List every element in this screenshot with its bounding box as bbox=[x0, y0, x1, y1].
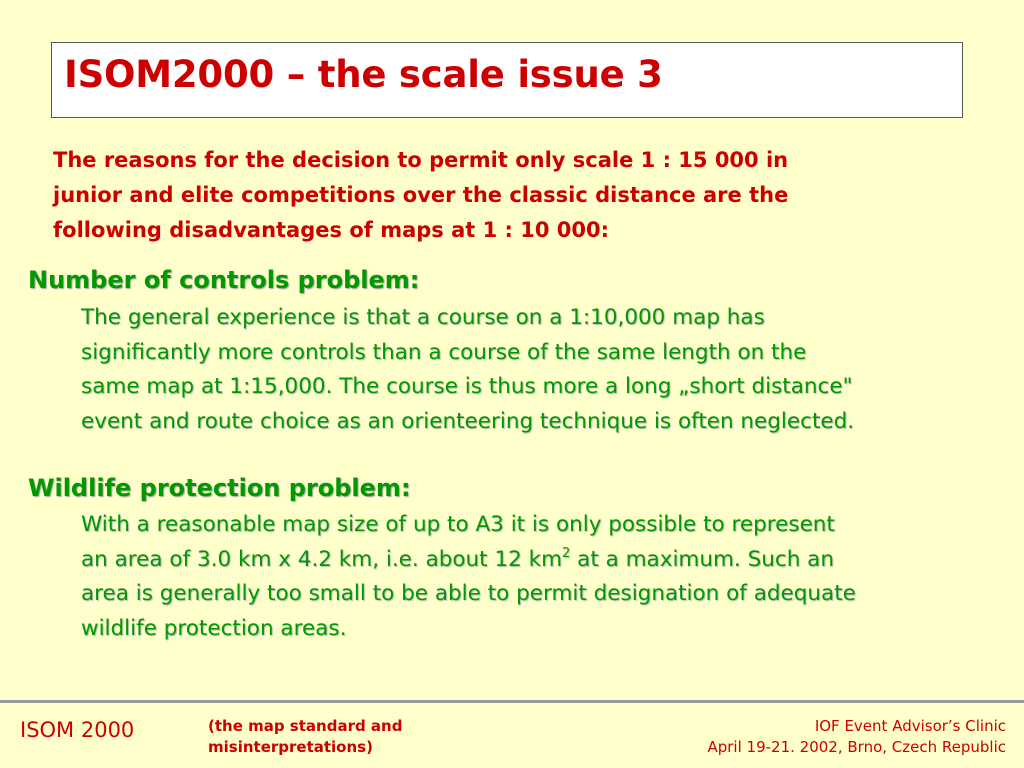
section-body-wildlife bbox=[81, 508, 1001, 646]
section-heading-controls: Number of controls problem: bbox=[28, 266, 420, 294]
section-heading-wildlife: Wildlife protection problem: bbox=[28, 474, 411, 502]
intro-line: junior and elite competitions over the classic distance are the bbox=[53, 183, 789, 207]
intro-paragraph bbox=[53, 143, 953, 248]
body-line-area bbox=[81, 543, 1001, 578]
body-line: significantly more controls than a course of the same length on the bbox=[81, 339, 807, 365]
footer-event-info bbox=[707, 716, 1006, 758]
footer-event-line: April 19-21. 2002, Brno, Czech Republic bbox=[707, 738, 1006, 756]
footer-event-line: IOF Event Advisor’s Clinic bbox=[814, 717, 1006, 735]
footer-subtitle-line: misinterpretations) bbox=[208, 738, 373, 756]
footer-brand: ISOM 2000 bbox=[20, 718, 135, 742]
body-line: With a reasonable map size of up to A3 it is only possible to represent bbox=[81, 512, 835, 537]
superscript: 2 bbox=[562, 545, 571, 561]
section-body-controls bbox=[81, 301, 1001, 439]
title-box bbox=[51, 42, 963, 118]
body-line: The general experience is that a course on a 1:10,000 map has bbox=[81, 305, 765, 330]
intro-line: following disadvantages of maps at 1 : 10 000: bbox=[53, 218, 610, 242]
intro-line: The reasons for the decision to permit only scale 1 : 15 000 in bbox=[53, 148, 789, 172]
body-line: same map at 1:15,000. The course is thus more a long „short distance" bbox=[81, 374, 853, 399]
footer-subtitle bbox=[208, 716, 402, 758]
footer-divider bbox=[0, 700, 1024, 703]
body-line: event and route choice as an orienteering technique is often neglected. bbox=[81, 408, 855, 434]
body-line: wildlife protection areas. bbox=[81, 615, 347, 641]
footer-subtitle-line: (the map standard and bbox=[208, 717, 403, 735]
body-text: at a maximum. Such an bbox=[570, 546, 834, 572]
body-line: area is generally too small to be able to permit designation of adequate bbox=[81, 581, 856, 606]
body-text: an area of 3.0 km x 4.2 km, i.e. about 12 km bbox=[81, 546, 563, 572]
slide-title: ISOM2000 – the scale issue 3 bbox=[64, 53, 663, 96]
